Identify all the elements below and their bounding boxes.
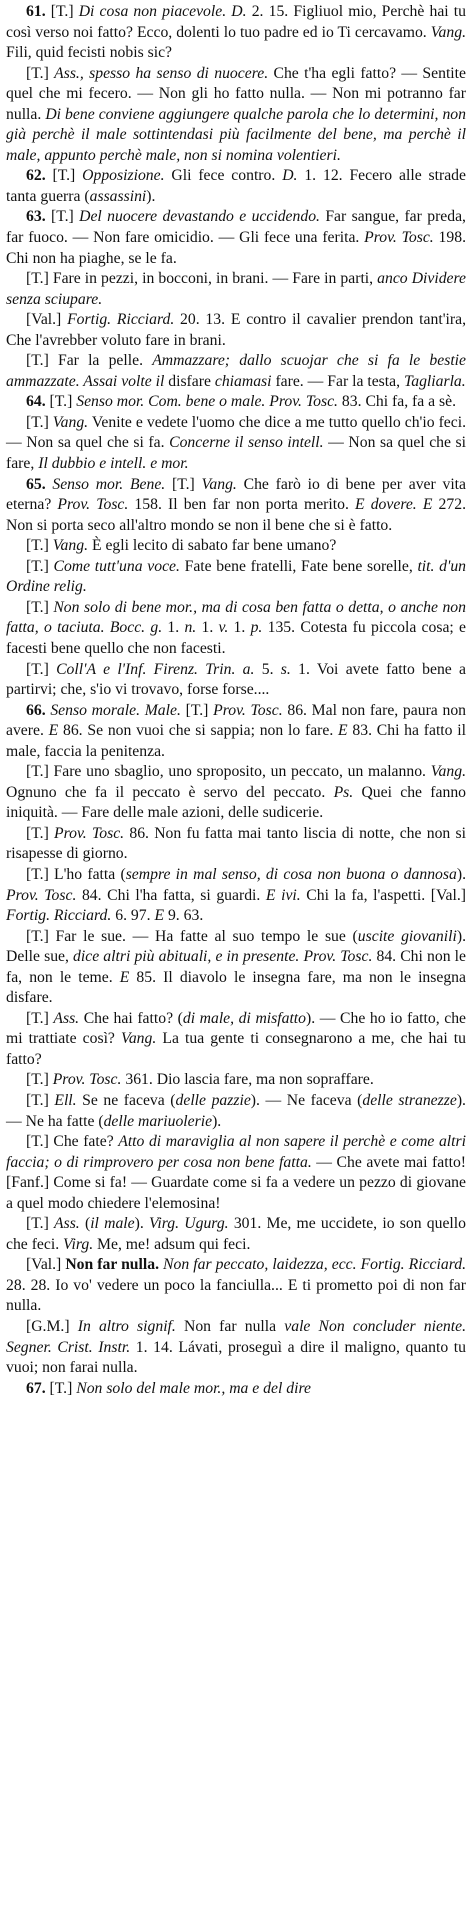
entry-paragraph — [6, 1070, 466, 1091]
text-run: 2. 15. Figliuol mio, Perchè hai tu così verso noi fatto? Ecco, dolenti lo tuo padre ed io Ti cercavamo. — [6, 3, 467, 41]
italic-run: Di cosa non piacevole. D. — [78, 3, 247, 20]
italic-run: E — [338, 722, 348, 740]
text-run: [T.] — [45, 1379, 77, 1397]
italic-run: sempre in mal senso, di cosa non buona o dannosa — [125, 865, 457, 883]
entry-paragraph — [6, 1009, 466, 1071]
italic-run: Virg. — [63, 1235, 94, 1253]
text-run: La tua gente ti consegnarono a me, che hai tu fatto? — [6, 1030, 466, 1068]
entry-paragraph — [6, 64, 466, 167]
italic-run: s. — [280, 660, 291, 678]
text-run: 86. Se non vuoi che si sappia; non lo fare. — [58, 722, 339, 740]
text-run: [T.] Che fate? — [26, 1133, 119, 1151]
text-run: [T.] — [45, 167, 83, 185]
text-run: 158. Il ben far non porta merito. — [128, 496, 355, 514]
entry-paragraph — [6, 475, 466, 537]
entry-paragraph — [6, 207, 466, 269]
italic-run: chiamasi — [214, 372, 272, 390]
text-run: 1. — [162, 619, 185, 637]
text-run: 85. Il diavolo le insegna fare, ma non le insegna disfare. — [6, 968, 466, 1007]
entry-paragraph — [6, 701, 466, 763]
text-run: 6. 97. — [111, 907, 155, 925]
text-run: 272. Non si porta seco all'altro mondo se non il bene che si è fatto. — [6, 496, 467, 534]
text-run: 9. 63. — [164, 907, 204, 925]
entry-paragraph — [6, 557, 466, 598]
text-run: [T.] — [26, 1009, 54, 1027]
italic-run: E — [154, 907, 165, 925]
text-run: 198. Chi non ha piaghe, se le fa. — [6, 229, 466, 267]
italic-run: anco Dividere senza sciupare. — [6, 270, 467, 308]
text-run: 1. Voi avete fatto bene a partirvi; che, s'io vi trovavo, forse forse.... — [6, 660, 467, 699]
text-run: 1. — [196, 619, 219, 637]
dictionary-column — [6, 2, 466, 1399]
text-run: [T.] — [26, 1215, 55, 1233]
italic-run: dice altri più abituali, e in presente. Prov. Tosc. — [73, 948, 373, 966]
text-run: [T.] — [26, 1091, 55, 1109]
italic-run: Atto di maraviglia al non sapere il perchè e come altri faccia; o di rimprovero per cosa non bene fatta. — [6, 1133, 466, 1171]
italic-run: D. — [282, 167, 298, 185]
italic-run: E — [119, 968, 130, 986]
italic-run: Come tutt'una voce. — [53, 557, 180, 575]
text-run: Quei che fanno iniquità. — Fare delle male azioni, delle sudicerie. — [6, 783, 467, 822]
entry-paragraph — [6, 1317, 466, 1379]
text-run: [T.] — [26, 537, 53, 555]
text-run: [T.] L'ho fatta ( — [26, 865, 126, 883]
italic-run: Vang. — [52, 537, 89, 555]
text-run: Ognuno che fa il peccato è servo del peccato. — [6, 783, 334, 801]
italic-run: Vang. — [201, 475, 237, 493]
italic-run: Virg. Ugurg. — [149, 1215, 229, 1233]
text-run: [Val.] — [26, 311, 68, 329]
text-run: Se ne faceva ( — [76, 1091, 176, 1109]
italic-run: uscite giovanili — [357, 927, 457, 945]
entry-paragraph — [6, 824, 466, 865]
italic-run: Senso morale. Male. — [50, 701, 181, 719]
entry-paragraph — [6, 536, 466, 557]
text-run: Gli fece contro. — [164, 167, 283, 185]
text-run: Far sangue, far preda, far fuoco. — Non fare omicidio. — Gli fece una ferita. — [6, 208, 466, 247]
italic-run: n. — [184, 619, 197, 637]
italic-run: di male, di misfatto — [182, 1009, 307, 1027]
italic-run: In altro signif. — [77, 1318, 176, 1335]
entry-paragraph — [6, 598, 466, 660]
text-run: [T.] — [26, 64, 55, 82]
text-run: 1. 12. Fecero alle strade tanta guerra ( — [6, 167, 466, 205]
text-run: [T.] — [165, 475, 202, 493]
text-run: Fili, quid fecisti nobis sic? — [6, 44, 173, 62]
italic-run: tit. d'un Ordine relig. — [6, 557, 467, 596]
italic-run: Senso mor. Com. bene o male. Prov. Tosc. — [76, 393, 338, 411]
italic-run: Concerne il senso intell. — [169, 434, 324, 452]
text-run: [T.] — [26, 660, 57, 678]
italic-run: delle mariuolerie — [103, 1112, 213, 1130]
entry-paragraph — [6, 865, 466, 927]
text-run: [G.M.] — [26, 1318, 78, 1335]
text-run: 84. Chi non le fa, non le teme. — [6, 948, 466, 986]
italic-run: il male — [90, 1215, 135, 1233]
italic-run: Prov. Tosc. — [54, 824, 125, 842]
entry-paragraph — [6, 1091, 466, 1132]
text-run: — Che avete mai fatto! [Fanf.] Come si fa! — Guardate come si fa a vedere un pezzo di giovane a quel modo chiedere l'elemosina! — [6, 1153, 467, 1212]
italic-run: Vang. — [121, 1030, 157, 1048]
text-run: [T.] Fare uno sbaglio, uno sproposito, un peccato, un malanno. — [26, 763, 431, 781]
entry-paragraph — [6, 2, 466, 64]
entry-paragraph — [6, 762, 466, 824]
text-run: [T.] — [45, 393, 77, 411]
italic-run: Vang. — [52, 413, 89, 431]
text-run: 1. 14. Lávati, proseguì a dire il maligno, quanto tu vuoi; non farai nulla. — [6, 1338, 467, 1377]
italic-run: assassini — [89, 187, 147, 205]
text-run: [T.] Fare in pezzi, in bocconi, in brani. — Fare in parti, — [26, 270, 378, 288]
text-run: Chi la fa, l'aspetti. [Val.] — [300, 886, 466, 904]
italic-run: E — [48, 722, 59, 740]
text-run: [T.] — [180, 701, 214, 719]
text-run: [T.] Far le sue. — Ha fatte al suo tempo le sue ( — [26, 927, 358, 945]
entry-number: 64. — [26, 393, 46, 411]
entry-paragraph — [6, 660, 466, 701]
italic-run: Ass. — [53, 1009, 80, 1027]
text-run: 301. Me, me uccidete, io son quello che feci. — [6, 1215, 466, 1253]
italic-run: E dovere. E — [355, 496, 433, 514]
italic-run: Prov. Tosc. — [6, 886, 77, 904]
italic-run: Ass., spesso ha senso di nuocere. — [54, 64, 269, 82]
text-run: Me, me! adsum qui feci. — [93, 1235, 251, 1253]
entry-number: 62. — [26, 167, 46, 185]
italic-run: vale Non concluder niente. Segner. Crist. Instr. — [6, 1318, 466, 1356]
entry-number: 65. — [26, 475, 46, 493]
text-run: 28. 28. Io vo' vedere un poco la fanciulla... E ti prometto poi di non far nulla. — [6, 1276, 466, 1315]
text-run: ). — Che ho io fatto, che mi trattiate così? — [6, 1009, 466, 1048]
text-run: [T.] — [45, 208, 80, 226]
text-run: 20. 13. E contro il cavalier prendon tant'ira, Che l'avrebber voluto fare in brani. — [6, 311, 467, 349]
entry-paragraph — [6, 1379, 466, 1400]
entry-paragraph — [6, 310, 466, 351]
italic-run: p. — [250, 619, 263, 637]
italic-run: Vang. — [430, 763, 466, 781]
entry-number: 61. — [26, 3, 46, 20]
text-run: ). — Ne faceva ( — [250, 1091, 363, 1109]
italic-run: Prov. Tosc. — [57, 496, 129, 514]
italic-run: Ell. — [54, 1091, 77, 1109]
text-run: Che farò io di bene per aver vita eterna? — [6, 475, 467, 514]
text-run: Che hai fatto? ( — [79, 1009, 183, 1027]
entry-number: 63. — [26, 208, 46, 226]
italic-run: Non far peccato, laidezza, ecc. Fortig. Ricciard. — [163, 1256, 467, 1274]
italic-run: Fortig. Ricciard. — [6, 907, 112, 925]
text-run: 84. Chi l'ha fatta, si guardi. — [76, 886, 266, 904]
italic-run: E ivi. — [265, 886, 301, 904]
italic-run: Il dubbio e intell. e mor. — [38, 455, 189, 473]
text-run: Non far nulla — [175, 1318, 285, 1335]
text-run: ). — [456, 865, 466, 883]
text-run: [T.] — [26, 598, 54, 616]
italic-run: Fortig. Ricciard. — [67, 311, 175, 329]
text-run: 135. Cotesta fu piccola cosa; e facesti bene quello che non facesti. — [6, 619, 467, 657]
text-run: Non far nulla. — [65, 1256, 159, 1274]
italic-run: Tagliarla. — [403, 372, 466, 390]
italic-run: Prov. Tosc. — [364, 229, 434, 247]
italic-run: Coll'A e l'Inf. Firenz. Trin. a. — [56, 660, 255, 678]
text-run: [T.] — [26, 1071, 53, 1089]
text-run: 361. Dio lascia fare, ma non sopraffare. — [121, 1071, 374, 1089]
text-run: [T.] Far la pelle. — [26, 352, 153, 370]
entry-paragraph — [6, 1214, 466, 1255]
text-run: fare. — Far la testa, — [271, 372, 404, 390]
text-run: [T.] — [45, 3, 79, 20]
entry-paragraph — [6, 1132, 466, 1214]
entry-paragraph — [6, 351, 466, 392]
entry-paragraph — [6, 392, 466, 413]
italic-run: Del nuocere devastando e uccidendo. — [79, 208, 320, 226]
italic-run: Opposizione. — [82, 167, 165, 185]
entry-number: 67. — [26, 1379, 46, 1397]
italic-run: Ass. — [54, 1215, 80, 1233]
text-run: Fate bene fratelli, Fate bene sorelle, — [179, 557, 418, 575]
text-run: È egli lecito di sabato far bene umano? — [88, 537, 337, 555]
italic-run: delle stranezze — [362, 1091, 457, 1109]
text-run: ). — [212, 1112, 222, 1130]
text-run: ). — [134, 1215, 149, 1233]
entry-paragraph — [6, 927, 466, 1009]
entry-paragraph — [6, 269, 466, 310]
italic-run: Prov. Tosc. — [213, 701, 283, 719]
text-run: [T.] — [26, 413, 53, 431]
text-run: ). — Ne ha fatte ( — [6, 1091, 466, 1130]
entry-number: 66. — [26, 701, 46, 719]
italic-run: Ps. — [333, 783, 354, 801]
italic-run: v. — [218, 619, 229, 637]
italic-run: Vang. — [430, 23, 466, 41]
italic-run: Senso mor. Bene. — [52, 475, 166, 493]
text-run: [T.] — [26, 557, 54, 575]
text-run: Che t'ha egli fatto? — Sentite quel che mi fecero. — Non gli ho fatto nulla. — Non mi potranno far nulla. — [6, 64, 466, 123]
text-run: disfare — [164, 372, 215, 390]
text-run: 1. — [228, 619, 251, 637]
text-run: Venite e vedete l'uomo che dice a me tutto quello ch'io feci. — Non sa quel che si fa. — [6, 413, 466, 452]
text-run: 86. Non fu fatta mai tanto liscia di notte, che non si risapesse di giorno. — [6, 824, 466, 863]
entry-paragraph — [6, 166, 466, 207]
italic-run: delle pazzie — [175, 1091, 251, 1109]
text-run: 86. Mal non fare, paura non avere. — [6, 701, 467, 740]
text-run: [Val.] — [26, 1256, 66, 1274]
entry-paragraph — [6, 413, 466, 475]
text-run: ). Delle sue, — [6, 927, 466, 966]
text-run: 83. Chi ha fatto il male, faccia la penitenza. — [6, 722, 466, 760]
text-run: 83. Chi fa, fa a sè. — [337, 393, 457, 411]
italic-run: Di bene conviene aggiungere qualche parola che lo determini, non già perchè il male sottintendasi più facilmente del bene, ma perchè il male, appunto perchè male, non si nomina volentieri. — [6, 105, 466, 164]
italic-run: Non solo del male mor., ma e del dire — [76, 1379, 311, 1397]
entry-paragraph — [6, 1255, 466, 1317]
italic-run: Non solo di bene mor., ma di cosa ben fatta o detta, o anche non fatta, o taciuta. Bocc. g. — [6, 598, 466, 637]
text-run: ). — [146, 187, 156, 205]
text-run: ( — [79, 1215, 91, 1233]
italic-run: Prov. Tosc. — [52, 1071, 122, 1089]
text-run: — Non sa quel che si fare, — [6, 434, 467, 473]
text-run: [T.] — [26, 824, 55, 842]
text-run: 5. — [254, 660, 281, 678]
italic-run: Ammazzare; dallo scuojar che si fa le bestie ammazzate. Assai volte il — [6, 352, 466, 390]
